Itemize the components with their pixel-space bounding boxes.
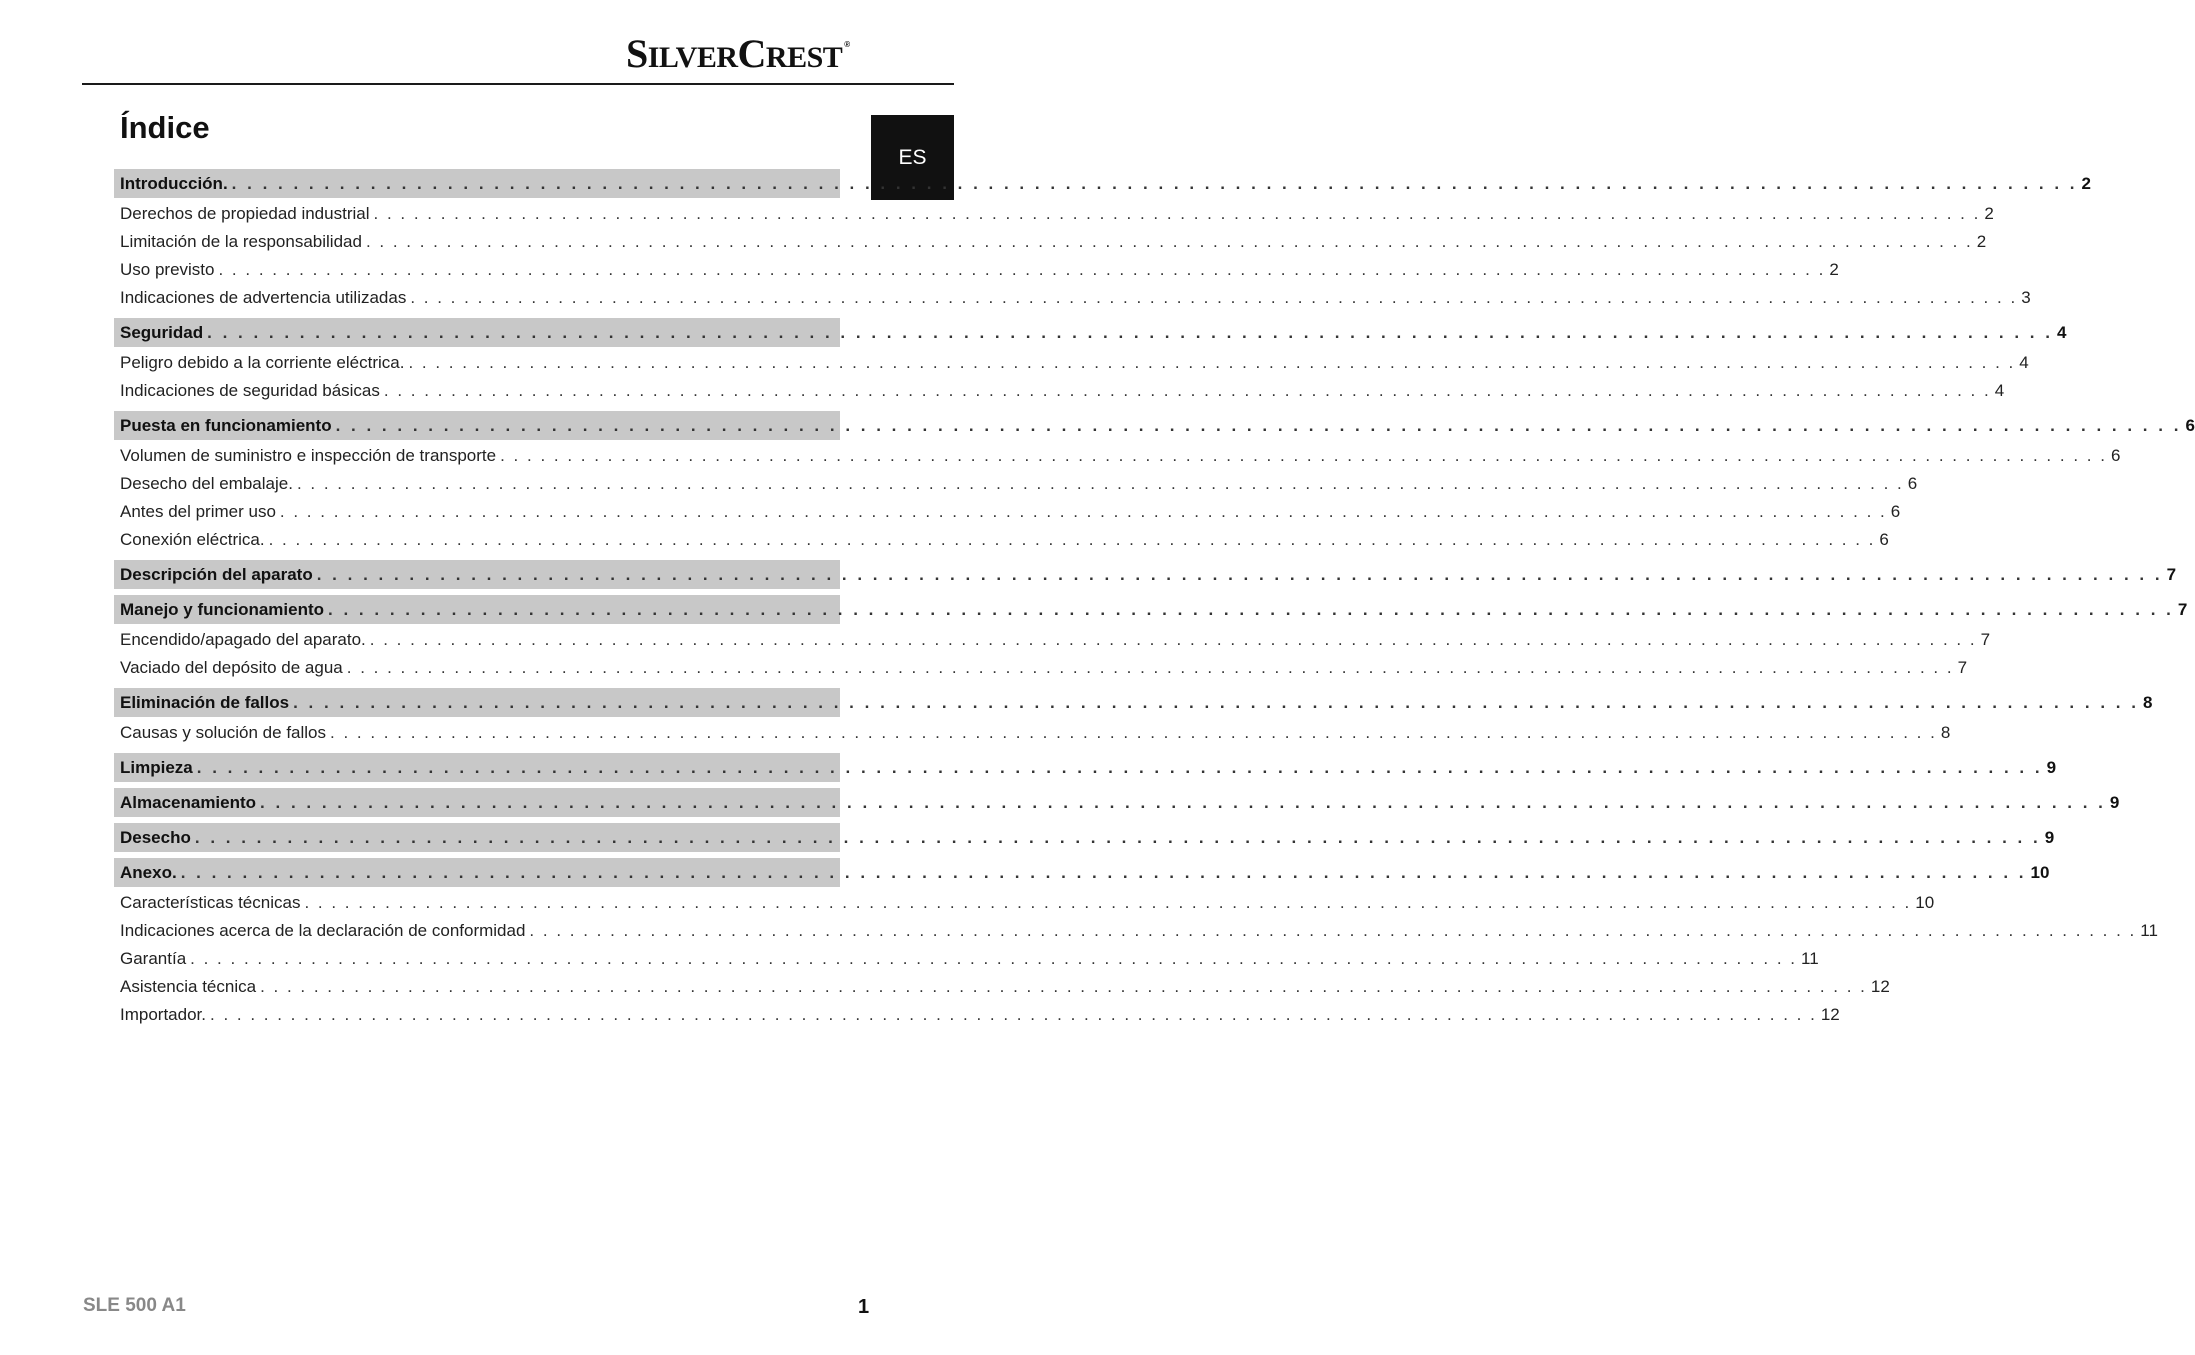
toc-page-number: 6 — [1907, 474, 1918, 493]
toc-leader-dots: . . . . . . . . . . . . . . . . . . . . . . . . . . . . . . . . . . . . . . . . . . . . . . . . . . . . . . . . . . . . . . . . . . . . . . . . . . . . . . . . . . . . . . . . . . . . . . . . . . . . . . . . . . . . . . . . . . . . . . . . — [408, 353, 2016, 372]
toc-page-number: 7 — [1980, 630, 1991, 649]
toc-entry-row[interactable] — [114, 498, 1901, 526]
toc-entry-row[interactable] — [114, 377, 2005, 405]
toc-leader-dots: . . . . . . . . . . . . . . . . . . . . . . . . . . . . . . . . . . . . . . . . . . . . . . . . . . . . . . . . . . . . . . . . . . . . . . . . . . . . . . . . . . . . . . . . . . . . . . . . . . . . . . . . . . . . . . . . . . . . . . . . — [373, 204, 1981, 223]
toc-label: Limitación de la responsabilidad — [120, 232, 362, 251]
toc-page-number: 4 — [1994, 381, 2005, 400]
toc-entry-row[interactable] — [114, 719, 1951, 747]
toc-section-row[interactable] — [114, 595, 2188, 624]
toc-label: Limpieza — [120, 758, 193, 777]
toc-leader-dots: . . . . . . . . . . . . . . . . . . . . . . . . . . . . . . . . . . . . . . . . . . . . . . . . . . . . . . . . . . . . . . . . . . . . . . . . . . . . . . . . . . . . . . . . . . . . . . . . . . . . . . . . . . . . . . . . . . . . . . . . — [231, 174, 2078, 193]
toc-page-number: 7 — [1957, 658, 1968, 677]
header-rule — [82, 83, 954, 85]
toc-leader-dots: . . . . . . . . . . . . . . . . . . . . . . . . . . . . . . . . . . . . . . . . . . . . . . . . . . . . . . . . . . . . . . . . . . . . . . . . . . . . . . . . . . . . . . . . . . . . . . . . . . . . . . . . . . . . . . . . . . . . . . . . — [268, 530, 1876, 549]
toc-leader-dots: . . . . . . . . . . . . . . . . . . . . . . . . . . . . . . . . . . . . . . . . . . . . . . . . . . . . . . . . . . . . . . . . . . . . . . . . . . . . . . . . . . . . . . . . . . . . . . . . . . . . . . . . . . . . . . . . . . . . . . . . — [369, 630, 1977, 649]
toc-section-row[interactable] — [114, 858, 2050, 887]
toc-label: Vaciado del depósito de agua — [120, 658, 343, 677]
language-tab: ES — [871, 115, 954, 200]
toc-page-number: 6 — [1879, 530, 1889, 549]
toc-section-row[interactable] — [114, 318, 2067, 347]
toc-entry-row[interactable] — [114, 200, 1994, 228]
toc-leader-dots: . . . . . . . . . . . . . . . . . . . . . . . . . . . . . . . . . . . . . . . . . . . . . . . . . . . . . . . . . . . . . . . . . . . . . . . . . . . . . . . . . . . . . . . . . . . . . . . . . . . . . . . . . . . . . . . . . . . . . . . . — [346, 658, 1954, 677]
toc-page-number: 8 — [2142, 693, 2153, 712]
toc-entry-row[interactable] — [114, 442, 2121, 470]
toc-section-row[interactable] — [114, 411, 2195, 440]
toc-page-number: 11 — [2140, 921, 2158, 940]
toc-leader-dots: . . . . . . . . . . . . . . . . . . . . . . . . . . . . . . . . . . . . . . . . . . . . . . . . . . . . . . . . . . . . . . . . . . . . . . . . . . . . . . . . . . . . . . . . . . . . . . . . . . . . . . . . . . . . . . . . . . . . . . . . — [316, 565, 2163, 584]
toc-entry-row[interactable] — [114, 256, 1839, 284]
toc-entry-row[interactable] — [114, 917, 2158, 945]
toc-label: Desecho — [120, 828, 191, 847]
page-number: 1 — [858, 1296, 870, 1318]
toc-entry-row[interactable] — [114, 526, 1889, 554]
toc-leader-dots: . . . . . . . . . . . . . . . . . . . . . . . . . . . . . . . . . . . . . . . . . . . . . . . . . . . . . . . . . . . . . . . . . . . . . . . . . . . . . . . . . . . . . . . . . . . . . . . . . . . . . . . . . . . . . . . . . . . . . . . . — [218, 260, 1826, 279]
toc-page-number: 3 — [2021, 288, 2031, 307]
toc-leader-dots: . . . . . . . . . . . . . . . . . . . . . . . . . . . . . . . . . . . . . . . . . . . . . . . . . . . . . . . . . . . . . . . . . . . . . . . . . . . . . . . . . . . . . . . . . . . . . . . . . . . . . . . . . . . . . . . . . . . . . . . . — [529, 921, 2137, 940]
toc-page-number: 7 — [2166, 565, 2177, 584]
toc-page-number: 10 — [2030, 863, 2050, 882]
brand-part-2: REST — [765, 41, 843, 74]
toc-page-number: 12 — [1820, 1005, 1840, 1024]
toc-section-row[interactable] — [114, 169, 2091, 198]
toc-page-number: 12 — [1870, 977, 1890, 996]
toc-leader-dots: . . . . . . . . . . . . . . . . . . . . . . . . . . . . . . . . . . . . . . . . . . . . . . . . . . . . . . . . . . . . . . . . . . . . . . . . . . . . . . . . . . . . . . . . . . . . . . . . . . . . . . . . . . . . . . . . . . . . . . . . — [335, 416, 2182, 435]
toc-label: Indicaciones de seguridad básicas — [120, 381, 380, 400]
toc-label: Importador. — [120, 1005, 206, 1024]
toc-entry-row[interactable] — [114, 228, 1987, 256]
toc-page-number: 11 — [1801, 949, 1819, 968]
toc-label: Asistencia técnica — [120, 977, 257, 996]
toc-label: Antes del primer uso — [120, 502, 276, 521]
toc-leader-dots: . . . . . . . . . . . . . . . . . . . . . . . . . . . . . . . . . . . . . . . . . . . . . . . . . . . . . . . . . . . . . . . . . . . . . . . . . . . . . . . . . . . . . . . . . . . . . . . . . . . . . . . . . . . . . . . . . . . . . . . . — [365, 232, 1973, 251]
toc-page-number: 4 — [2019, 353, 2029, 372]
toc-entry-row[interactable] — [114, 945, 1819, 973]
toc-entry-row[interactable] — [114, 284, 2031, 312]
toc-entry-row[interactable] — [114, 654, 1968, 682]
brand-part-1: ILVER — [647, 41, 738, 74]
toc-label: Seguridad — [120, 323, 204, 342]
toc-leader-dots: . . . . . . . . . . . . . . . . . . . . . . . . . . . . . . . . . . . . . . . . . . . . . . . . . . . . . . . . . . . . . . . . . . . . . . . . . . . . . . . . . . . . . . . . . . . . . . . . . . . . . . . . . . . . . . . . . . . . . . . . — [260, 793, 2106, 812]
toc-section-row[interactable] — [114, 823, 2055, 852]
toc-section-row[interactable] — [114, 753, 2057, 782]
toc-label: Uso previsto — [120, 260, 215, 279]
toc-leader-dots: . . . . . . . . . . . . . . . . . . . . . . . . . . . . . . . . . . . . . . . . . . . . . . . . . . . . . . . . . . . . . . . . . . . . . . . . . . . . . . . . . . . . . . . . . . . . . . . . . . . . . . . . . . . . . . . . . . . . . . . . — [330, 723, 1937, 742]
toc-label: Introducción. — [120, 174, 228, 193]
registered-mark: ® — [844, 40, 850, 49]
toc-label: Indicaciones acerca de la declaración de conformidad — [120, 921, 526, 940]
toc-section-row[interactable] — [114, 788, 2120, 817]
toc-leader-dots: . . . . . . . . . . . . . . . . . . . . . . . . . . . . . . . . . . . . . . . . . . . . . . . . . . . . . . . . . . . . . . . . . . . . . . . . . . . . . . . . . . . . . . . . . . . . . . . . . . . . . . . . . . . . . . . . . . . . . . . . — [210, 1005, 1817, 1024]
toc-label: Peligro debido a la corriente eléctrica. — [120, 353, 405, 372]
toc-leader-dots: . . . . . . . . . . . . . . . . . . . . . . . . . . . . . . . . . . . . . . . . . . . . . . . . . . . . . . . . . . . . . . . . . . . . . . . . . . . . . . . . . . . . . . . . . . . . . . . . . . . . . . . . . . . . . . . . . . . . . . . . — [180, 863, 2027, 882]
toc-page-number: 2 — [1984, 204, 1994, 223]
toc-entry-row[interactable] — [114, 349, 2029, 377]
brand-initial-2: C — [737, 31, 766, 76]
toc-page-number: 6 — [2185, 416, 2195, 435]
toc-label: Volumen de suministro e inspección de transporte — [120, 446, 497, 465]
brand-logo — [626, 30, 876, 76]
toc-page-number: 6 — [2110, 446, 2121, 465]
toc-label: Encendido/apagado del aparato. — [120, 630, 366, 649]
toc-leader-dots: . . . . . . . . . . . . . . . . . . . . . . . . . . . . . . . . . . . . . . . . . . . . . . . . . . . . . . . . . . . . . . . . . . . . . . . . . . . . . . . . . . . . . . . . . . . . . . . . . . . . . . . . . . . . . . . . . . . . . . . . — [207, 323, 2053, 342]
toc-section-row[interactable] — [114, 560, 2177, 589]
toc-page-number: 2 — [2081, 174, 2091, 193]
toc-page-number: 10 — [1915, 893, 1935, 912]
toc-leader-dots: . . . . . . . . . . . . . . . . . . . . . . . . . . . . . . . . . . . . . . . . . . . . . . . . . . . . . . . . . . . . . . . . . . . . . . . . . . . . . . . . . . . . . . . . . . . . . . . . . . . . . . . . . . . . . . . . . . . . . . . . — [260, 977, 1867, 996]
toc-label: Puesta en funcionamiento — [120, 416, 332, 435]
toc-page-number: 4 — [2056, 323, 2067, 342]
toc-leader-dots: . . . . . . . . . . . . . . . . . . . . . . . . . . . . . . . . . . . . . . . . . . . . . . . . . . . . . . . . . . . . . . . . . . . . . . . . . . . . . . . . . . . . . . . . . . . . . . . . . . . . . . . . . . . . . . . . . . . . . . . . — [328, 600, 2174, 619]
toc-entry-row[interactable] — [114, 973, 1890, 1001]
toc-leader-dots: . . . . . . . . . . . . . . . . . . . . . . . . . . . . . . . . . . . . . . . . . . . . . . . . . . . . . . . . . . . . . . . . . . . . . . . . . . . . . . . . . . . . . . . . . . . . . . . . . . . . . . . . . . . . . . . . . . . . . . . . — [296, 474, 1904, 493]
toc-leader-dots: . . . . . . . . . . . . . . . . . . . . . . . . . . . . . . . . . . . . . . . . . . . . . . . . . . . . . . . . . . . . . . . . . . . . . . . . . . . . . . . . . . . . . . . . . . . . . . . . . . . . . . . . . . . . . . . . . . . . . . . . — [500, 446, 2107, 465]
toc-page-number: 8 — [1940, 723, 1951, 742]
toc-label: Indicaciones de advertencia utilizadas — [120, 288, 407, 307]
toc-page-number: 7 — [2177, 600, 2188, 619]
toc-leader-dots: . . . . . . . . . . . . . . . . . . . . . . . . . . . . . . . . . . . . . . . . . . . . . . . . . . . . . . . . . . . . . . . . . . . . . . . . . . . . . . . . . . . . . . . . . . . . . . . . . . . . . . . . . . . . . . . . . . . . . . . . — [293, 693, 2139, 712]
toc-leader-dots: . . . . . . . . . . . . . . . . . . . . . . . . . . . . . . . . . . . . . . . . . . . . . . . . . . . . . . . . . . . . . . . . . . . . . . . . . . . . . . . . . . . . . . . . . . . . . . . . . . . . . . . . . . . . . . . . . . . . . . . . — [279, 502, 1887, 521]
toc-label: Eliminación de fallos — [120, 693, 290, 712]
toc-label: Descripción del aparato — [120, 565, 313, 584]
toc-entry-row[interactable] — [114, 626, 1991, 654]
brand-initial-1: S — [626, 31, 648, 76]
toc-label: Causas y solución de fallos — [120, 723, 327, 742]
table-of-contents — [114, 169, 2195, 1029]
toc-label: Características técnicas — [120, 893, 301, 912]
toc-leader-dots: . . . . . . . . . . . . . . . . . . . . . . . . . . . . . . . . . . . . . . . . . . . . . . . . . . . . . . . . . . . . . . . . . . . . . . . . . . . . . . . . . . . . . . . . . . . . . . . . . . . . . . . . . . . . . . . . . . . . . . . . — [410, 288, 2018, 307]
toc-label: Conexión eléctrica. — [120, 530, 265, 549]
toc-section-row[interactable] — [114, 688, 2153, 717]
toc-label: Anexo. — [120, 863, 177, 882]
toc-label: Desecho del embalaje. — [120, 474, 293, 493]
page-title: Índice — [120, 110, 210, 145]
toc-page-number: 9 — [2046, 758, 2057, 777]
toc-page-number: 2 — [1829, 260, 1839, 279]
toc-entry-row[interactable] — [114, 470, 1918, 498]
toc-leader-dots: . . . . . . . . . . . . . . . . . . . . . . . . . . . . . . . . . . . . . . . . . . . . . . . . . . . . . . . . . . . . . . . . . . . . . . . . . . . . . . . . . . . . . . . . . . . . . . . . . . . . . . . . . . . . . . . . . . . . . . . . — [383, 381, 1991, 400]
toc-entry-row[interactable] — [114, 889, 1935, 917]
toc-label: Derechos de propiedad industrial — [120, 204, 370, 223]
toc-label: Manejo y funcionamiento — [120, 600, 325, 619]
toc-leader-dots: . . . . . . . . . . . . . . . . . . . . . . . . . . . . . . . . . . . . . . . . . . . . . . . . . . . . . . . . . . . . . . . . . . . . . . . . . . . . . . . . . . . . . . . . . . . . . . . . . . . . . . . . . . . . . . . . . . . . . . . . — [196, 758, 2043, 777]
toc-entry-row[interactable] — [114, 1001, 1840, 1029]
toc-page-number: 6 — [1890, 502, 1901, 521]
toc-label: Garantía — [120, 949, 187, 968]
toc-label: Almacenamiento — [120, 793, 257, 812]
toc-leader-dots: . . . . . . . . . . . . . . . . . . . . . . . . . . . . . . . . . . . . . . . . . . . . . . . . . . . . . . . . . . . . . . . . . . . . . . . . . . . . . . . . . . . . . . . . . . . . . . . . . . . . . . . . . . . . . . . . . . . . . . . . — [190, 949, 1797, 968]
toc-page-number: 9 — [2109, 793, 2120, 812]
toc-page-number: 9 — [2044, 828, 2055, 847]
toc-leader-dots: . . . . . . . . . . . . . . . . . . . . . . . . . . . . . . . . . . . . . . . . . . . . . . . . . . . . . . . . . . . . . . . . . . . . . . . . . . . . . . . . . . . . . . . . . . . . . . . . . . . . . . . . . . . . . . . . . . . . . . . . — [304, 893, 1912, 912]
toc-leader-dots: . . . . . . . . . . . . . . . . . . . . . . . . . . . . . . . . . . . . . . . . . . . . . . . . . . . . . . . . . . . . . . . . . . . . . . . . . . . . . . . . . . . . . . . . . . . . . . . . . . . . . . . . . . . . . . . . . . . . . . . . — [194, 828, 2041, 847]
model-number: SLE 500 A1 — [83, 1295, 186, 1316]
toc-page-number: 2 — [1976, 232, 1987, 251]
